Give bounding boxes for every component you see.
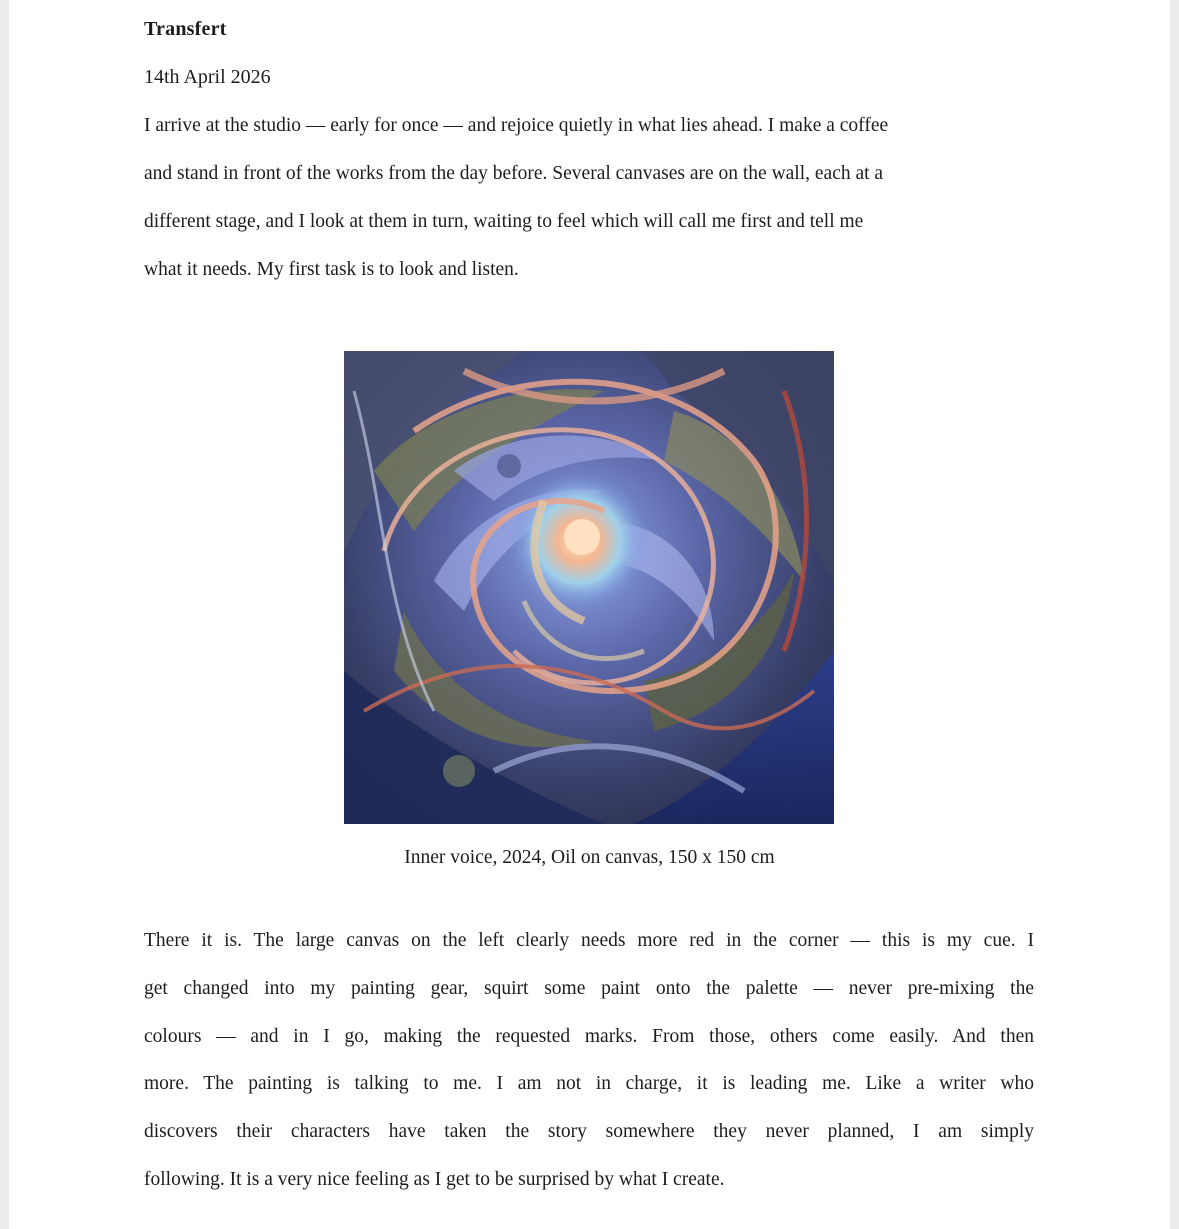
text-line: what it needs. My first task is to look and listen.	[144, 259, 519, 280]
document-page	[9, 0, 1170, 1229]
paragraph-intro	[144, 102, 1034, 294]
article-title: Transfert	[144, 18, 227, 40]
text-line: and stand in front of the works from the day before. Several canvases are on the wall, each at a	[144, 163, 884, 184]
text-line: more. The painting is talking to me. I am not in charge, it is leading me. Like a writer who	[144, 1073, 1034, 1095]
paragraph-main	[144, 917, 1034, 1204]
painting-image	[344, 351, 834, 824]
text-line: There it is. The large canvas on the left clearly needs more red in the corner — this is my cue. I	[144, 930, 1034, 951]
text-line: colours — and in I go, making the requested marks. From those, others come easily. And then	[144, 1025, 1034, 1047]
text-line: I arrive at the studio — early for once — and rejoice quietly in what lies ahead. I make a coffee	[144, 115, 889, 136]
article-date: 14th April 2026	[144, 66, 271, 88]
text-line: different stage, and I look at them in turn, waiting to feel which will call me first and tell me	[144, 211, 864, 232]
text-line: following. It is a very nice feeling as I get to be surprised by what I create.	[144, 1168, 725, 1190]
text-line: get changed into my painting gear, squirt some paint onto the palette — never pre-mixing the	[144, 977, 1034, 999]
text-line: discovers their characters have taken the story somewhere they never planned, I am simply	[144, 1121, 1034, 1143]
image-caption: Inner voice, 2024, Oil on canvas, 150 x 150 cm	[404, 847, 775, 868]
